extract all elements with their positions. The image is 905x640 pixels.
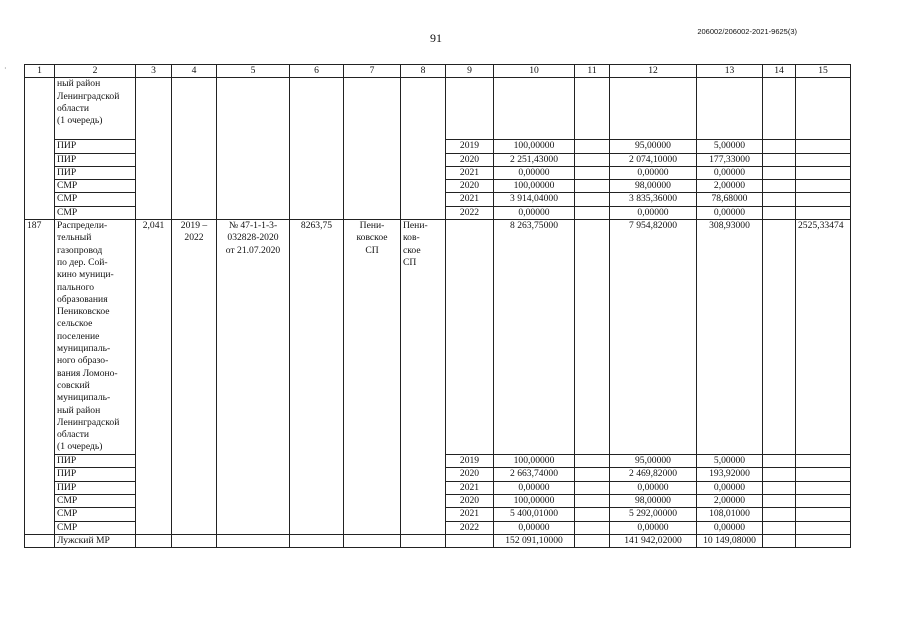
type-cell: СМР [55,206,136,219]
regional-budget-cell: 98,00000 [610,180,697,193]
column-header: 8 [401,65,446,78]
object-name-cell-line: муниципаль- [57,392,111,404]
permit-cell-line: № 47-1-1-3- [228,220,278,232]
empty-cell [446,220,494,455]
permit-cell-line: 032828-2020 [227,232,279,244]
object-name-cell-line: пального [57,281,95,293]
empty-cell [796,534,851,547]
total-label-cell: Лужский МР [55,534,136,547]
item-number-cell: 187 [25,220,55,535]
period-cell-line: 2022 [184,232,204,244]
empty-cell [763,166,796,179]
settlement-cell [401,220,446,535]
column-header: 11 [575,65,610,78]
empty-cell [136,534,172,547]
object-name-cell-line: области [57,102,90,114]
empty-cell [344,78,401,220]
total-cost-cell: 152 091,10000 [494,534,575,547]
local-budget-cell: 10 149,08000 [697,534,763,547]
type-cell: ПИР [55,481,136,494]
empty-cell [401,78,446,220]
empty-cell [763,140,796,153]
empty-cell [172,78,217,220]
local-budget-cell: 2,00000 [697,494,763,507]
object-name-cell-line: сельское [57,318,93,330]
year-cell: 2020 [446,180,494,193]
total-cost-cell: 8 263,75000 [494,220,575,455]
empty-cell [575,140,610,153]
regional-budget-cell: 3 835,36000 [610,193,697,206]
object-name-cell-line: Пениковское [57,306,110,318]
empty-cell [217,534,290,547]
local-budget-cell: 0,00000 [697,166,763,179]
empty-cell [446,78,494,140]
total-cost-cell: 0,00000 [494,206,575,219]
header-row [25,65,851,78]
column-header: 3 [136,65,172,78]
empty-cell [796,153,851,166]
type-cell: СМР [55,193,136,206]
object-name-cell-line: ный район [57,404,101,416]
empty-cell [796,521,851,534]
empty-cell [796,166,851,179]
object-name-cell-line: ного образо- [57,355,109,367]
margin-mark: · [4,64,7,73]
column-header: 5 [217,65,290,78]
total-cost-cell: 100,00000 [494,180,575,193]
total-cost-cell: 3 914,04000 [494,193,575,206]
total-cost-cell: 0,00000 [494,481,575,494]
total-cost-cell: 100,00000 [494,455,575,468]
object-name-cell-line: тельный [57,232,92,244]
type-cell: СМР [55,180,136,193]
year-cell: 2020 [446,494,494,507]
empty-cell [344,534,401,547]
empty-cell [575,534,610,547]
empty-cell [796,180,851,193]
column-header: 2 [55,65,136,78]
empty-cell [575,521,610,534]
empty-cell [796,206,851,219]
column-header: 14 [763,65,796,78]
regional-budget-cell: 0,00000 [610,206,697,219]
total-cost-cell: 5 400,01000 [494,508,575,521]
total-cost-cell: 100,00000 [494,494,575,507]
empty-cell [763,521,796,534]
object-name-cell-line: Распредели- [57,220,108,232]
object-name-cell-line: образования [57,293,108,305]
local-budget-cell: 5,00000 [697,455,763,468]
empty-cell [763,508,796,521]
type-cell: СМР [55,494,136,507]
type-cell: СМР [55,521,136,534]
type-cell: ПИР [55,455,136,468]
regional-budget-cell: 2 074,10000 [610,153,697,166]
cost-cell: 8263,75 [290,220,344,535]
empty-cell [446,534,494,547]
period-cell-line: 2019 – [180,220,208,232]
column-header: 13 [697,65,763,78]
empty-cell [575,193,610,206]
year-cell: 2019 [446,140,494,153]
type-cell: ПИР [55,468,136,481]
column-header: 7 [344,65,401,78]
regional-budget-cell: 0,00000 [610,521,697,534]
empty-cell [575,78,610,140]
total-cost-cell: 2 663,74000 [494,468,575,481]
local-budget-cell: 0,00000 [697,521,763,534]
object-name-cell-line: поселение [57,330,100,342]
regional-budget-cell: 98,00000 [610,494,697,507]
object-name-cell-line: муниципаль- [57,343,111,355]
empty-cell [763,534,796,547]
column-header: 12 [610,65,697,78]
empty-cell [796,455,851,468]
empty-cell [136,78,172,220]
empty-cell [763,468,796,481]
object-name-cell-line: ный район [57,78,101,90]
total-row [25,534,851,547]
page-number: 91 [430,31,442,45]
type-cell: СМР [55,508,136,521]
object-name-cell-line: вания Ломоно- [57,367,118,379]
empty-cell [575,508,610,521]
empty-cell [763,153,796,166]
length-cell: 2,041 [136,220,172,535]
empty-cell [290,534,344,547]
period-cell [172,220,217,535]
empty-cell [763,180,796,193]
regional-budget-cell: 2 469,82000 [610,468,697,481]
empty-cell [763,455,796,468]
regional-budget-cell: 7 954,82000 [610,220,697,455]
table-row [25,220,851,455]
empty-cell [796,494,851,507]
year-cell: 2020 [446,153,494,166]
empty-cell [575,481,610,494]
settlement-cell-line: Пени- [359,220,385,232]
empty-cell [796,468,851,481]
total-cost-cell: 0,00000 [494,521,575,534]
object-name-cell [55,78,136,140]
local-budget-cell: 108,01000 [697,508,763,521]
object-name-cell-line: Ленинградской [57,90,120,102]
local-budget-cell: 2,00000 [697,180,763,193]
object-name-cell-line: (1 очередь) [57,441,103,453]
empty-cell [763,193,796,206]
regional-budget-cell: 95,00000 [610,455,697,468]
empty-cell [763,494,796,507]
empty-cell [796,508,851,521]
empty-cell [290,78,344,220]
column-header: 10 [494,65,575,78]
empty-cell [575,455,610,468]
local-budget-cell: 193,92000 [697,468,763,481]
column-header: 4 [172,65,217,78]
object-name-cell-line: по дер. Сой- [57,256,108,268]
empty-cell [575,166,610,179]
empty-cell [610,78,697,140]
document-id: 206002/206002-2021-9625(3) [697,27,797,36]
empty-cell [25,534,55,547]
empty-cell [763,220,796,455]
year-cell: 2022 [446,521,494,534]
object-name-cell-line: Ленинградской [57,416,120,428]
permit-cell-line: от 21.07.2020 [225,244,281,256]
registry-table [24,64,851,548]
empty-cell [575,153,610,166]
column-header: 1 [25,65,55,78]
empty-cell [172,534,217,547]
object-name-cell-line: совский [57,379,90,391]
local-budget-cell: 177,33000 [697,153,763,166]
settlement-cell-line: ков- [403,232,420,244]
total-cost-cell: 2 251,43000 [494,153,575,166]
column-header: 9 [446,65,494,78]
permit-cell [217,220,290,535]
empty-cell [697,78,763,140]
total-cost-cell: 100,00000 [494,140,575,153]
empty-cell [763,206,796,219]
empty-cell [575,468,610,481]
object-name-cell-line: области [57,429,90,441]
empty-cell [796,193,851,206]
year-cell: 2022 [446,206,494,219]
settlement-cell [344,220,401,535]
empty-cell [763,481,796,494]
empty-cell [796,481,851,494]
item-number-cell [25,78,55,220]
empty-cell [575,220,610,455]
settlement-cell-line: ковское [356,232,388,244]
year-cell: 2021 [446,508,494,521]
settlement-cell-line: Пени- [403,220,428,232]
year-cell: 2021 [446,193,494,206]
empty-cell [575,206,610,219]
local-budget-cell: 0,00000 [697,206,763,219]
settlement-cell-line: СП [403,256,417,268]
value-cell: 2525,33474 [796,220,851,455]
regional-budget-cell: 95,00000 [610,140,697,153]
object-name-cell [55,220,136,455]
total-cost-cell: 0,00000 [494,166,575,179]
year-cell: 2021 [446,166,494,179]
local-budget-cell: 78,68000 [697,193,763,206]
empty-cell [796,78,851,140]
settlement-cell-line: СП [365,244,379,256]
type-cell: ПИР [55,153,136,166]
regional-budget-cell: 5 292,00000 [610,508,697,521]
local-budget-cell: 308,93000 [697,220,763,455]
year-cell: 2019 [446,455,494,468]
object-name-cell-line: кино муници- [57,269,114,281]
type-cell: ПИР [55,166,136,179]
empty-cell [763,78,796,140]
empty-cell [796,140,851,153]
local-budget-cell: 5,00000 [697,140,763,153]
column-header: 15 [796,65,851,78]
table-row [25,78,851,140]
empty-cell [575,180,610,193]
empty-cell [575,494,610,507]
empty-cell [401,534,446,547]
year-cell: 2021 [446,481,494,494]
regional-budget-cell: 141 942,02000 [610,534,697,547]
type-cell: ПИР [55,140,136,153]
empty-cell [494,78,575,140]
year-cell: 2020 [446,468,494,481]
object-name-cell-line: (1 очередь) [57,115,103,127]
object-name-cell-line: газопровод [57,244,103,256]
settlement-cell-line: ское [403,244,421,256]
local-budget-cell: 0,00000 [697,481,763,494]
regional-budget-cell: 0,00000 [610,166,697,179]
regional-budget-cell: 0,00000 [610,481,697,494]
empty-cell [217,78,290,220]
column-header: 6 [290,65,344,78]
